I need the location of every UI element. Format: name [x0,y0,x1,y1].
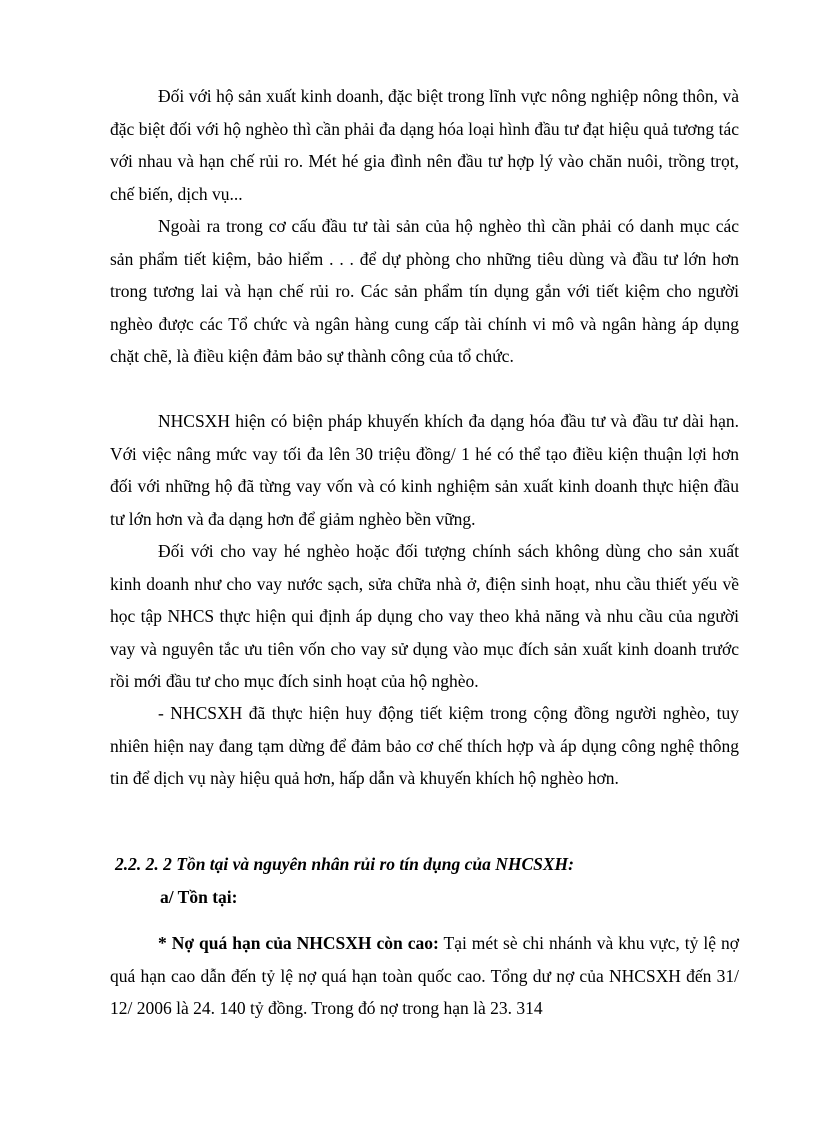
paragraph-5: - NHCSXH đã thực hiện huy động tiết kiệm trong cộng đồng người nghèo, tuy nhiên hiện nay đang tạm dừng để đảm bảo cơ chế thích hợp và áp dụng công nghệ thông tin để dịch vụ này hiệu quả hơn, hấp dẫn và khuyến khích hộ nghèo hơn. [110,703,739,788]
paragraph-2: Ngoài ra trong cơ cấu đầu tư tài sản của hộ nghèo thì cần phải có danh mục các sản phẩm tiết kiệm, bảo hiểm . . . để dự phòng cho những tiêu dùng và đầu tư lớn hơn trong tương lai và hạn chế rủi ro. Các sản phẩm tín dụng gắn với tiết kiệm cho người nghèo được các Tổ chức và ngân hàng cung cấp tài chính vi mô và ngân hàng áp dụng chặt chẽ, là điều kiện đảm bảo sự thành công của tổ chức. [110,216,739,366]
paragraph-overdue-debt [110,927,739,1025]
paragraph-4: Đối với cho vay hé nghèo hoặc đối tượng chính sách không dùng cho sản xuất kinh doanh như cho vay nước sạch, sửa chữa nhà ở, điện sinh hoạt, nhu cầu thiết yếu về học tập NHCS thực hiện qui định áp dụng cho vay theo khả năng và nhu cầu của người vay và nguyên tắc ưu tiên vốn cho vay sử dụng vào mục đích sản xuất kinh doanh trước rồi mới đầu tư cho mục đích sinh hoạt của hộ nghèo. [110,541,739,691]
paragraph-1: Đối với hộ sản xuất kinh doanh, đặc biệt trong lĩnh vực nông nghiệp nông thôn, và đặc biệt đối với hộ nghèo thì cần phải đa dạng hóa loại hình đầu tư đạt hiệu quả tương tác với nhau và hạn chế rủi ro. Mét hé gia đình nên đầu tư hợp lý vào chăn nuôi, trồng trọt, chế biến, dịch vụ... [110,86,739,204]
overdue-debt-lead: * Nợ quá hạn của NHCSXH còn cao: [158,933,439,953]
paragraph-3: NHCSXH hiện có biện pháp khuyến khích đa dạng hóa đầu tư và đầu tư dài hạn. Với việc nâng mức vay tối đa lên 30 triệu đồng/ 1 hé có thể tạo điều kiện thuận lợi hơn đối với những hộ đã từng vay vốn và có kinh nghiệm sản xuất kinh doanh thực hiện đầu tư lớn hơn và đa dạng hơn để giảm nghèo bền vững. [110,411,739,529]
section-heading: 2.2. 2. 2 Tồn tại và nguyên nhân rủi ro tín dụng của NHCSXH: [115,854,574,874]
subsection-heading: a/ Tồn tại: [160,887,238,907]
overdue-debt-text: Tại mét sè chi nhánh và khu vực, tỷ lệ nợ quá hạn cao dẫn đến tỷ lệ nợ quá hạn toàn quốc cao. Tổng dư nợ của NHCSXH đến 31/ 12/ 2006 là 24. 140 tỷ đồng. Trong đó nợ trong hạn là 23. 314 [110,933,739,1018]
